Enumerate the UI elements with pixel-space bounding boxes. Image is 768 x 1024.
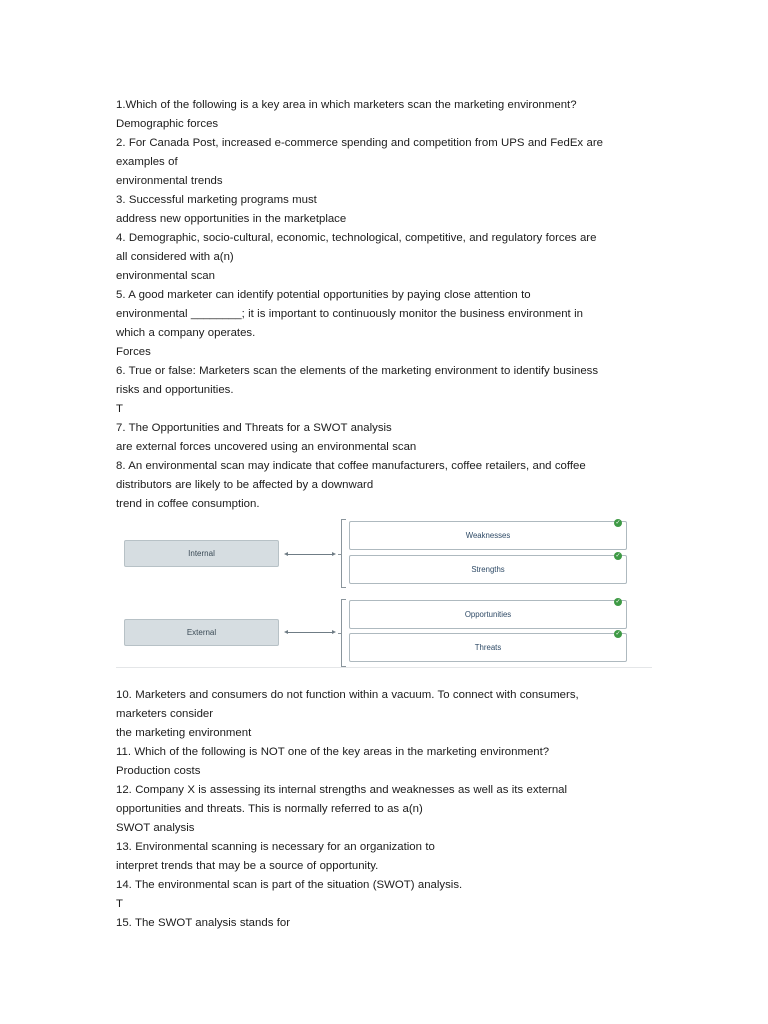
q6-question: 6. True or false: Marketers scan the elements of the marketing environment to identify business — [116, 365, 599, 377]
check-icon: ✓ — [615, 520, 621, 526]
internal-bracket — [341, 519, 346, 588]
q12-question-cont: opportunities and threats. This is normally referred to as a(n) — [116, 803, 423, 815]
q2-answer: environmental trends — [116, 175, 223, 187]
q13-question: 13. Environmental scanning is necessary for an organization to — [116, 841, 435, 853]
q5-answer: Forces — [116, 346, 151, 358]
q14-question: 14. The environmental scan is part of the situation (SWOT) analysis. — [116, 879, 463, 891]
check-icon: ✓ — [615, 631, 621, 637]
q8-question: 8. An environmental scan may indicate that coffee manufacturers, coffee retailers, and coffee — [116, 460, 586, 472]
q7-question: 7. The Opportunities and Threats for a SWOT analysis — [116, 422, 392, 434]
external-source-box[interactable]: External — [124, 619, 279, 646]
q5-question: 5. A good marketer can identify potential opportunities by paying close attention to — [116, 289, 531, 301]
q10-answer: the marketing environment — [116, 727, 252, 739]
q6-answer: T — [116, 403, 123, 415]
q2-question-cont: examples of — [116, 156, 178, 168]
check-icon: ✓ — [615, 599, 621, 605]
q1-question: 1.Which of the following is a key area in which marketers scan the marketing environment? — [116, 99, 577, 111]
swot-matching-diagram — [116, 519, 652, 668]
q3-question: 3. Successful marketing programs must — [116, 194, 317, 206]
q2-question: 2. For Canada Post, increased e-commerce spending and competition from UPS and FedEx are — [116, 137, 603, 149]
internal-connector — [286, 554, 334, 555]
q13-answer: interpret trends that may be a source of opportunity. — [116, 860, 379, 872]
strengths-target[interactable]: Strengths — [349, 555, 627, 584]
q8-answer: trend in coffee consumption. — [116, 498, 260, 510]
q4-answer: environmental scan — [116, 270, 215, 282]
external-connector — [286, 632, 334, 633]
q11-question: 11. Which of the following is NOT one of the key areas in the marketing environment? — [116, 746, 550, 758]
weaknesses-target[interactable]: Weaknesses — [349, 521, 627, 550]
q10-question: 10. Marketers and consumers do not function within a vacuum. To connect with consumers, — [116, 689, 579, 701]
q12-question: 12. Company X is assessing its internal strengths and weaknesses as well as its external — [116, 784, 568, 796]
threats-target[interactable]: Threats — [349, 633, 627, 662]
opportunities-target[interactable]: Opportunities — [349, 600, 627, 629]
internal-source-box[interactable]: Internal — [124, 540, 279, 567]
q4-question-cont: all considered with a(n) — [116, 251, 234, 263]
q10-question-cont: marketers consider — [116, 708, 214, 720]
check-icon: ✓ — [615, 553, 621, 559]
q5-question-end: which a company operates. — [116, 327, 256, 339]
q4-question: 4. Demographic, socio-cultural, economic, technological, competitive, and regulatory forces are — [116, 232, 597, 244]
q8-question-cont: distributors are likely to be affected by a downward — [116, 479, 374, 491]
q7-answer: are external forces uncovered using an environmental scan — [116, 441, 417, 453]
q6-question-cont: risks and opportunities. — [116, 384, 234, 396]
q11-answer: Production costs — [116, 765, 201, 777]
q15-question: 15. The SWOT analysis stands for — [116, 917, 291, 929]
document-body — [116, 96, 652, 933]
q5-question-cont: environmental ________; it is important to continuously monitor the business environment in — [116, 308, 583, 320]
q14-answer: T — [116, 898, 123, 910]
q12-answer: SWOT analysis — [116, 822, 195, 834]
q1-answer: Demographic forces — [116, 118, 219, 130]
external-bracket — [341, 599, 346, 667]
q3-answer: address new opportunities in the marketplace — [116, 213, 347, 225]
